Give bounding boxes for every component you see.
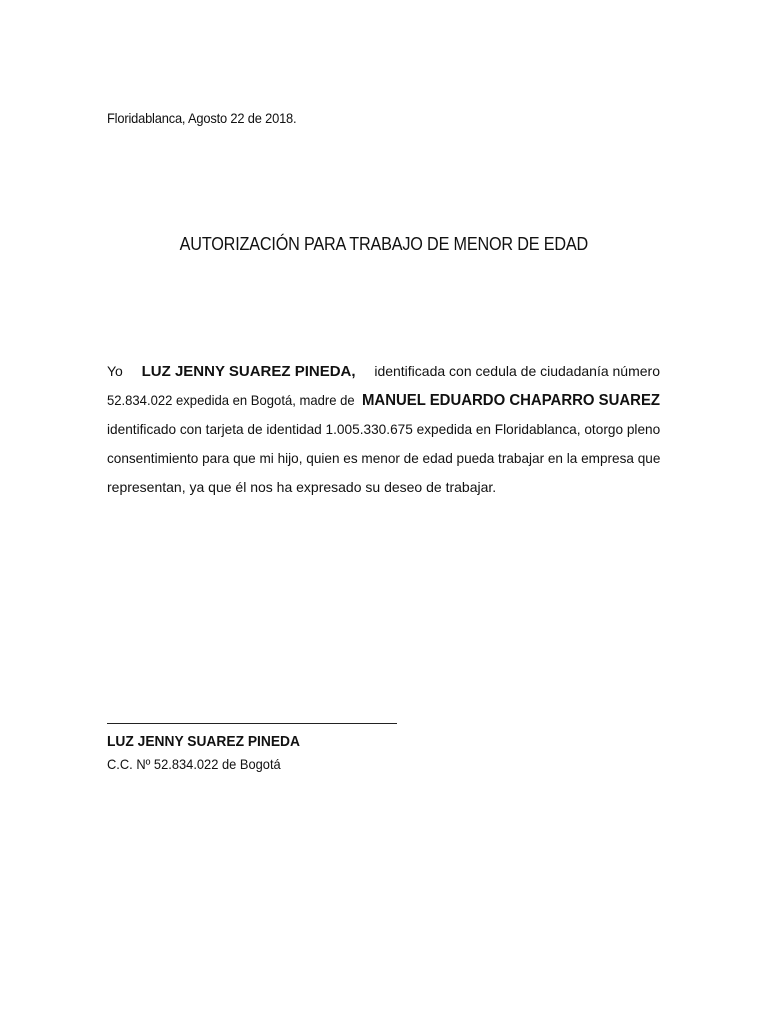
signature-name: LUZ JENNY SUAREZ PINEDA xyxy=(107,733,300,750)
paragraph-line-1 xyxy=(107,357,660,386)
date-line: Floridablanca, Agosto 22 de 2018. xyxy=(107,110,297,126)
mother-name: LUZ JENNY SUAREZ PINEDA, xyxy=(141,363,356,380)
paragraph-line-4-text: consentimiento para que mi hijo, quien es menor de edad pueda trabajar en la empresa que xyxy=(107,450,661,466)
paragraph-line-3 xyxy=(107,415,660,444)
minor-name: MANUEL EDUARDO CHAPARRO SUAREZ xyxy=(362,392,661,409)
document-title-text: AUTORIZACIÓN PARA TRABAJO DE MENOR DE EDAD xyxy=(179,234,589,254)
authorization-paragraph xyxy=(107,357,660,502)
paragraph-line-5-text: representan, ya que él nos ha expresado su deseo de trabajar. xyxy=(107,479,497,495)
paragraph-line-4 xyxy=(107,444,660,473)
paragraph-yo: Yo xyxy=(107,363,123,379)
paragraph-line-5 xyxy=(107,473,660,502)
paragraph-line-1-rest: identificada con cedula de ciudadanía número xyxy=(374,363,660,379)
paragraph-line-3-text: identificado con tarjeta de identidad 1.005.330.675 expedida en Floridablanca, otorgo pleno xyxy=(107,421,661,437)
signature-line xyxy=(107,723,397,724)
paragraph-line-2 xyxy=(107,386,660,415)
paragraph-line-2-text: 52.834.022 expedida en Bogotá, madre de xyxy=(107,392,355,408)
document-title xyxy=(0,234,768,255)
signature-id-number: C.C. Nº 52.834.022 de Bogotá xyxy=(107,756,281,772)
